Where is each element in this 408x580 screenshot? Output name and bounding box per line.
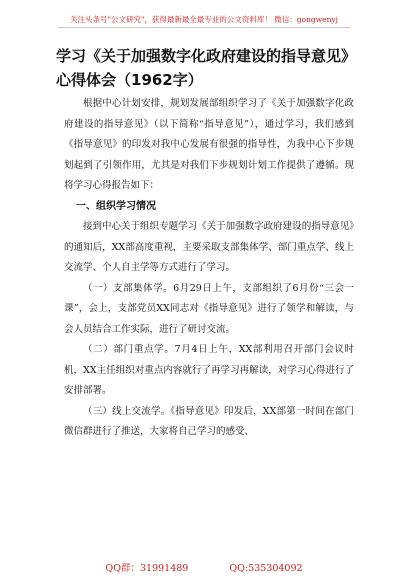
intro-paragraph: 根据中心计划安排，规划发展部组织学习了《关于加强数字化政府建设的指导意见》（以下简称“指导意见”），通过学习，我们感到《指导意见》的印发对我中心发展有很强的指导性，为我中心下步规划起到了引领作用，尤其是对我们下步规划计划工作提供了遵循。现将学习心得报告如下： bbox=[64, 98, 354, 191]
footer-qq-number: QQ:535304092 bbox=[229, 563, 303, 574]
header-banner: 关注头条号"公文研究"，获得最新最全最专业的公文资料库！ 微信：gongwenyj bbox=[70, 15, 338, 24]
footer bbox=[0, 560, 408, 574]
section-paragraph: （二）部门重点学。7月4日上午，XX部利用召开部门会议时机，XX主任组织对重点内容就行了再学习再解读，对学习心得进行了安排部署。 bbox=[64, 344, 354, 396]
document-body bbox=[64, 94, 354, 443]
document-title: 学习《关于加强数字化政府建设的指导意见》心得体会（1962字） bbox=[56, 47, 357, 89]
section-paragraph: （一）支部集体学。6月29日上午，支部组织了6月份“三会一课”，会上，支部党员XX同志对《指导意见》进行了领学和解读，与会人员结合工作实际，进行了研讨交流。 bbox=[64, 282, 354, 335]
footer-qq-group: QQ群：31991489 bbox=[105, 563, 189, 574]
section-paragraph: （三）线上交流学。《指导意见》印发后，XX部第一时间在部门微信群进行了推送，大家将自己学习的感受、 bbox=[64, 405, 354, 437]
section-heading: 一、组织学习情况 bbox=[76, 200, 156, 212]
header-divider bbox=[58, 27, 350, 28]
section-paragraph: 接到中心关于组织专题学习《关于加强数字政府建设的指导意见》的通知后，XX部高度重视，主要采取支部集体学、部门重点学、线上交流学、个人自主学等方式进行了学习。 bbox=[64, 221, 354, 273]
